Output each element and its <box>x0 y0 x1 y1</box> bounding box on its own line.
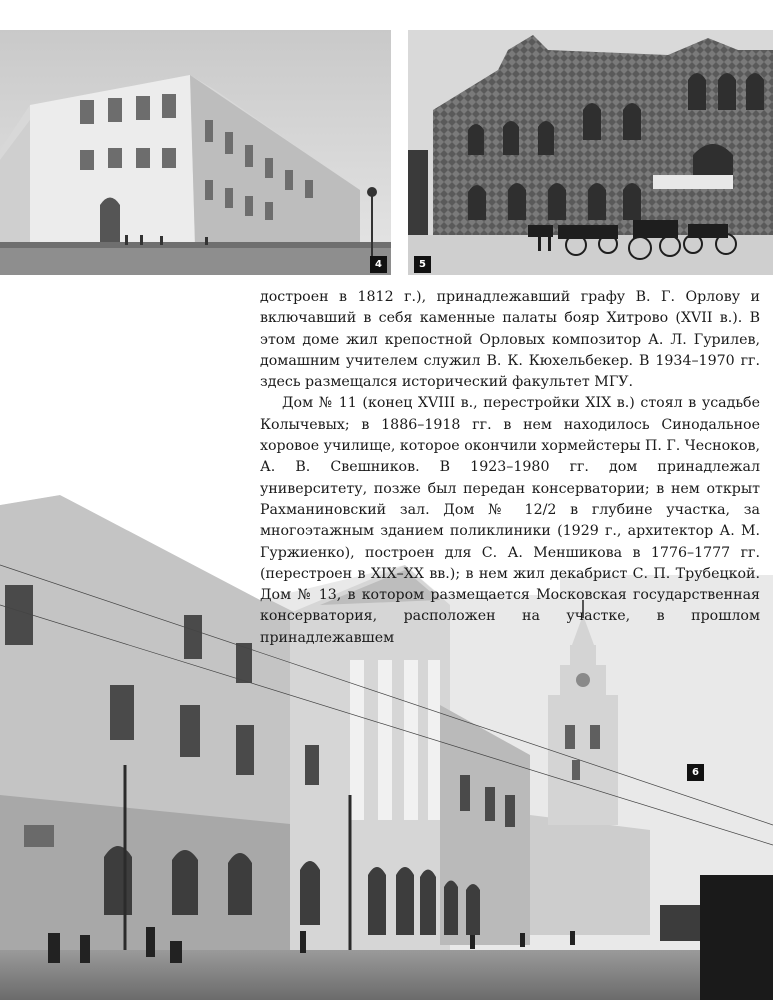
paragraph-2 <box>260 393 760 649</box>
figure-badge-6: 6 <box>687 764 704 781</box>
paragraph-2-text: Дом № 11 (конец XVIII в., перестройки XIX в.) стоял в усадьбе Колычевых; в 1886–1918 гг. в нем находилось Синодальное хоровое училище, которое окончили хормейстеры П. Г. Чесноков, А. В. Свешников. В 1923–1980 гг. дом принадлежал университету, позже был передан консерватории; в нем открыт Рахманиновский зал. Дом № 12/2 в глубине участка, за многоэтажным зданием поликлиники (1929 г., архитектор А. М. Гуржиенко), построен для С. А. Меншикова в 1776–1777 гг. (перестроен в XIX–XX вв.); в нем жил декабрист С. П. Трубецкой. Дом № 13, в котором размещается Московская государственная консерватория, расположен на участке, в прошлом принадлежавшем <box>260 395 761 646</box>
article-text <box>260 287 760 649</box>
photo-4-corner-building <box>0 30 391 275</box>
photo-5-tiled-building <box>408 30 773 275</box>
figure-badge-4: 4 <box>370 256 387 273</box>
paragraph-1: достроен в 1812 г.), принадлежавший графу В. Г. Орлову и включавший в себя каменные палаты бояр Хитрово (XVII в.). В этом доме жил крепостной Орловых композитор А. Л. Гурилев, домашним учителем служил В. К. Кюхельбекер. В 1934–1970 гг. здесь размещался исторический факультет МГУ. <box>260 289 760 391</box>
figure-badge-5: 5 <box>414 256 431 273</box>
